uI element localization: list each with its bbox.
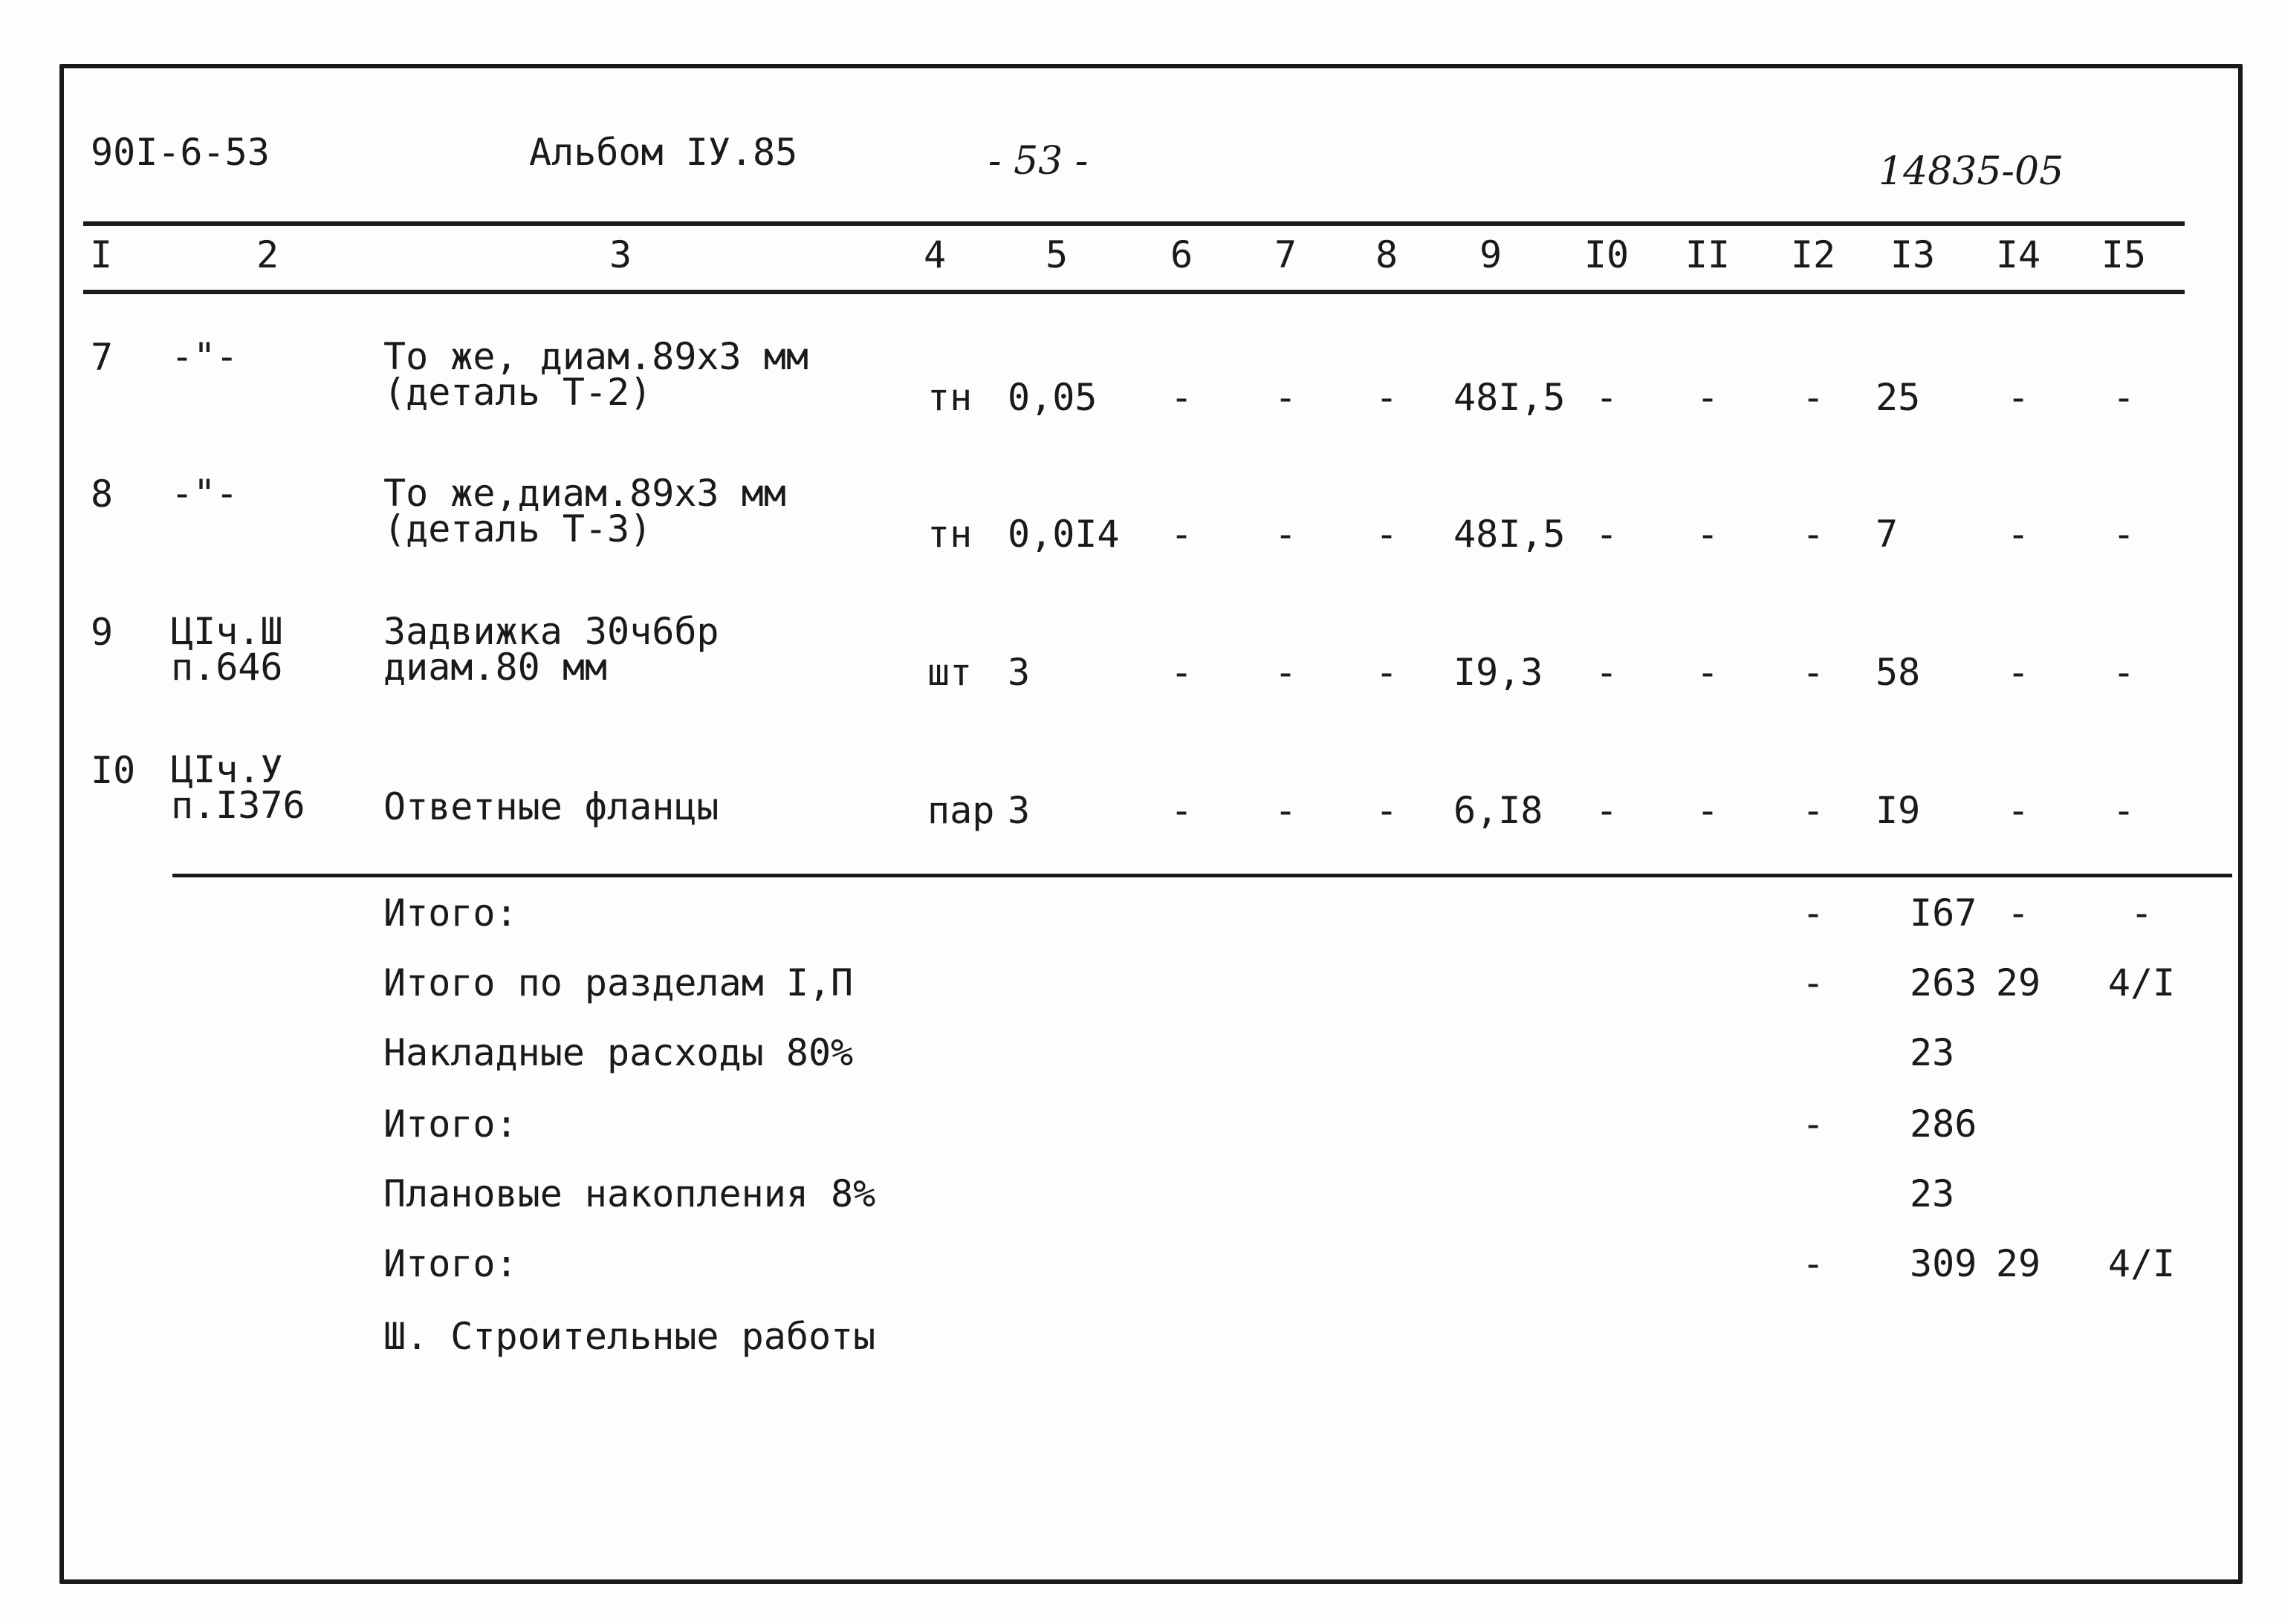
cell-c8: - xyxy=(1375,651,1398,694)
cell-c13: 25 xyxy=(1876,376,1921,419)
total-separator-rule xyxy=(172,874,2232,877)
cell-c10: - xyxy=(1595,513,1618,556)
cell-c13: I9 xyxy=(1876,789,1921,832)
cell-c7: - xyxy=(1274,789,1297,832)
summary-c13: 23 xyxy=(1910,1172,1955,1215)
row-description: То же,диам.89х3 мм (деталь Т-3) xyxy=(383,472,786,550)
summary-label: Накладные расходы 80% xyxy=(383,1031,854,1074)
cell-c10: - xyxy=(1595,376,1618,419)
cell-c12: - xyxy=(1801,376,1825,419)
row-description: Ответные фланцы xyxy=(383,785,719,828)
cell-c6: - xyxy=(1170,513,1193,556)
cell-c14: - xyxy=(2006,789,2030,832)
cell-c9: 48I,5 xyxy=(1453,376,1566,419)
cell-c6: - xyxy=(1170,651,1193,694)
summary-c15: - xyxy=(2130,891,2153,935)
summary-c13: 263 xyxy=(1910,961,1977,1004)
doc-code: 90I-6-53 xyxy=(91,131,270,174)
column-number-11: II xyxy=(1685,233,1731,276)
cell-c8: - xyxy=(1375,513,1398,556)
row-quantity: 3 xyxy=(1008,789,1031,832)
summary-c13: 23 xyxy=(1910,1031,1955,1074)
header-top-rule xyxy=(83,221,2185,226)
cell-c7: - xyxy=(1274,513,1297,556)
cell-c14: - xyxy=(2006,513,2030,556)
page-number: - 53 - xyxy=(988,139,1089,183)
cell-c10: - xyxy=(1595,651,1618,694)
cell-c7: - xyxy=(1274,651,1297,694)
row-quantity: 0,0I4 xyxy=(1008,513,1120,556)
column-number-5: 5 xyxy=(1045,233,1069,276)
column-number-8: 8 xyxy=(1375,233,1398,276)
cell-c9: 6,I8 xyxy=(1453,789,1543,832)
row-description: Задвижка 30ч6бр диам.80 мм xyxy=(383,610,719,689)
column-number-4: 4 xyxy=(923,233,947,276)
row-unit: тн xyxy=(927,376,973,419)
summary-label: Итого: xyxy=(383,1102,518,1146)
column-number-15: I5 xyxy=(2101,233,2147,276)
summary-c13: 309 xyxy=(1910,1242,1977,1285)
summary-c12: - xyxy=(1801,961,1825,1004)
summary-label: Итого: xyxy=(383,1242,518,1285)
cell-c14: - xyxy=(2006,376,2030,419)
row-unit: пар xyxy=(927,789,995,832)
summary-c15: 4/I xyxy=(2107,961,2176,1004)
summary-c14: 29 xyxy=(1995,1242,2041,1285)
header-bottom-rule xyxy=(83,290,2185,294)
summary-label: Ш. Строительные работы xyxy=(383,1315,876,1358)
row-number: 8 xyxy=(91,472,114,516)
summary-c14: - xyxy=(2006,891,2030,935)
row-number: 9 xyxy=(91,611,114,654)
cell-c7: - xyxy=(1274,376,1297,419)
row-number: 7 xyxy=(91,336,114,379)
row-reference: ЦIч.У п.I376 xyxy=(171,748,305,827)
cell-c6: - xyxy=(1170,376,1193,419)
row-reference: -"- xyxy=(171,472,239,515)
cell-c11: - xyxy=(1696,376,1719,419)
cell-c12: - xyxy=(1801,513,1825,556)
column-number-3: 3 xyxy=(609,233,632,276)
column-number-9: 9 xyxy=(1479,233,1503,276)
cell-c12: - xyxy=(1801,651,1825,694)
row-quantity: 3 xyxy=(1008,651,1031,694)
cell-c12: - xyxy=(1801,789,1825,832)
cell-c15: - xyxy=(2112,376,2136,419)
cell-c15: - xyxy=(2112,513,2136,556)
cell-c15: - xyxy=(2112,789,2136,832)
cell-c9: I9,3 xyxy=(1453,651,1543,694)
row-unit: тн xyxy=(927,513,973,556)
cell-c13: 58 xyxy=(1876,651,1921,694)
summary-c13: I67 xyxy=(1910,891,1977,935)
summary-c12: - xyxy=(1801,891,1825,935)
summary-label: Плановые накопления 8% xyxy=(383,1172,876,1215)
summary-label: Итого по разделам I,П xyxy=(383,961,854,1004)
cell-c11: - xyxy=(1696,513,1719,556)
column-number-13: I3 xyxy=(1890,233,1936,276)
cell-c8: - xyxy=(1375,789,1398,832)
row-reference: ЦIч.Ш п.646 xyxy=(171,610,283,689)
column-number-14: I4 xyxy=(1995,233,2041,276)
column-number-7: 7 xyxy=(1274,233,1297,276)
row-description: То же, диам.89х3 мм (деталь Т-2) xyxy=(383,335,808,414)
column-number-12: I2 xyxy=(1790,233,1836,276)
column-number-6: 6 xyxy=(1170,233,1193,276)
cell-c8: - xyxy=(1375,376,1398,419)
summary-c12: - xyxy=(1801,1242,1825,1285)
summary-c13: 286 xyxy=(1910,1102,1977,1146)
inventory-number: 14835-05 xyxy=(1879,149,2064,194)
column-number-1: I xyxy=(89,233,113,276)
summary-c15: 4/I xyxy=(2107,1242,2176,1285)
cell-c13: 7 xyxy=(1876,513,1899,556)
cell-c6: - xyxy=(1170,789,1193,832)
cell-c11: - xyxy=(1696,789,1719,832)
row-quantity: 0,05 xyxy=(1008,376,1098,419)
column-number-2: 2 xyxy=(256,233,279,276)
cell-c11: - xyxy=(1696,651,1719,694)
column-number-10: I0 xyxy=(1584,233,1630,276)
cell-c10: - xyxy=(1595,789,1618,832)
summary-c14: 29 xyxy=(1995,961,2041,1004)
cell-c9: 48I,5 xyxy=(1453,513,1566,556)
row-reference: -"- xyxy=(171,335,239,378)
row-number: I0 xyxy=(91,749,136,792)
summary-label: Итого: xyxy=(383,891,518,935)
summary-c12: - xyxy=(1801,1102,1825,1146)
row-unit: шт xyxy=(927,651,973,694)
cell-c15: - xyxy=(2112,651,2136,694)
album-label: Альбом IУ.85 xyxy=(529,131,798,174)
cell-c14: - xyxy=(2006,651,2030,694)
